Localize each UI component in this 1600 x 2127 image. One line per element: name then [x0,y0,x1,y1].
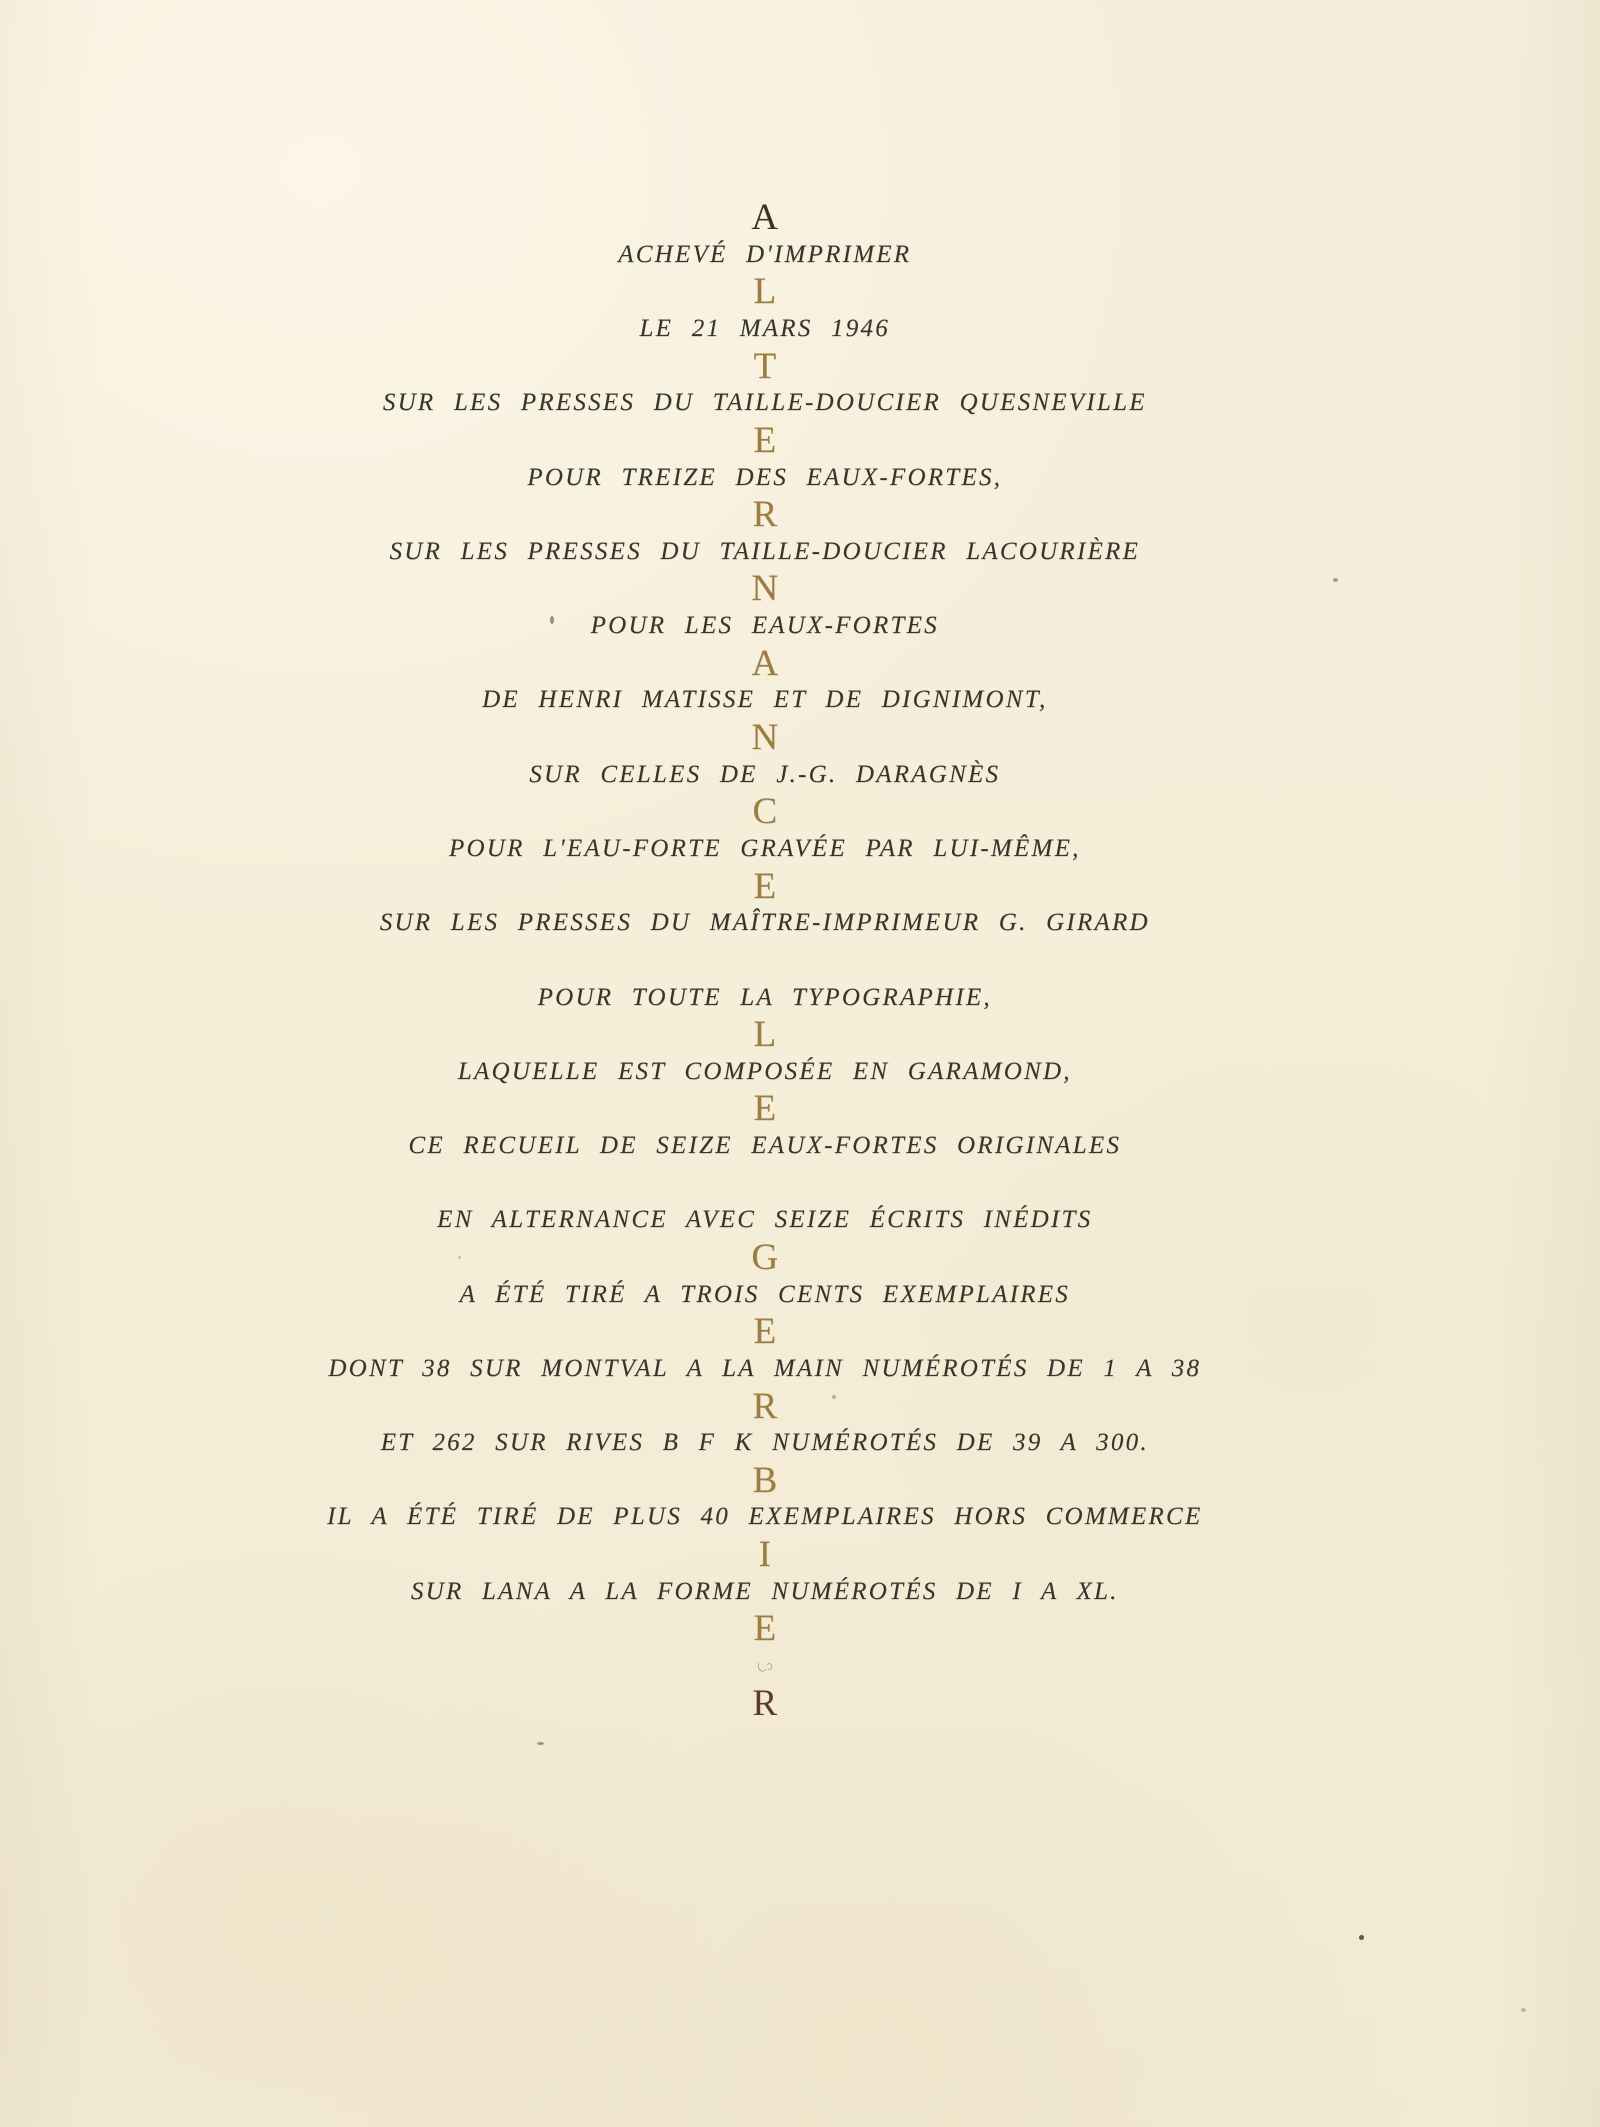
acrostic-letter: T [753,345,777,387]
acrostic-letter: L [753,271,777,313]
acrostic-letter-row [215,642,1315,684]
colophon-line-text: ET 262 SUR RIVES B F K NUMÉROTÉS DE 39 A 300. [380,1429,1149,1457]
colophon-line [215,459,1315,496]
paper-speck [1521,2008,1526,2012]
colophon-line-text: LE 21 MARS 1946 [639,314,891,342]
acrostic-letter: R [752,1385,778,1427]
acrostic-letter: R [752,494,778,536]
paper-speck [1359,1935,1364,1940]
colophon-line [215,1573,1315,1610]
colophon-line [215,310,1315,347]
acrostic-letter-row [215,419,1315,461]
colophon-line [215,756,1315,793]
acrostic-letter: B [752,1459,778,1501]
acrostic-letter-row [215,791,1315,833]
acrostic-letter-row [215,1014,1315,1056]
blank-line [215,1165,1315,1202]
colophon-line-text: LAQUELLE EST COMPOSÉE EN GARAMOND, [457,1057,1072,1085]
acrostic-letter-row [215,1385,1315,1427]
acrostic-letter: N [751,717,779,759]
acrostic-letter: N [751,568,779,610]
acrostic-letter-row [215,197,1315,239]
acrostic-letter-row [215,1534,1315,1576]
acrostic-letter: A [751,197,779,239]
colophon-line-text: POUR LES EAUX-FORTES [590,612,939,640]
acrostic-letter: I [758,1534,771,1576]
paper-speck [537,1742,544,1745]
colophon-line [215,236,1315,273]
acrostic-letter-row [215,568,1315,610]
colophon-line-text: SUR CELLES DE J.-G. DARAGNÈS [529,760,1001,788]
acrostic-letter: R [752,1682,778,1724]
acrostic-letter: E [753,419,777,461]
colophon-line [215,1425,1315,1462]
acrostic-letter: E [753,1608,777,1650]
acrostic-letter: C [752,791,778,833]
colophon-line-text: ACHEVÉ D'IMPRIMER [618,240,912,268]
colophon-line [215,1128,1315,1165]
colophon-line-text: DE HENRI MATISSE ET DE DIGNIMONT, [482,686,1048,714]
colophon-line-text: POUR L'EAU-FORTE GRAVÉE PAR LUI-MÊME, [448,834,1081,862]
colophon-line [215,533,1315,570]
paper-speck [458,1256,461,1259]
acrostic-letter: E [753,1311,777,1353]
colophon-line-text: IL A ÉTÉ TIRÉ DE PLUS 40 EXEMPLAIRES HORS COMMERCE [327,1503,1203,1531]
colophon-line-text: DONT 38 SUR MONTVAL A LA MAIN NUMÉROTÉS DE 1 A 38 [328,1354,1202,1382]
colophon-line-text: CE RECUEIL DE SEIZE EAUX-FORTES ORIGINALES [408,1132,1122,1160]
paper-speck [550,616,554,624]
colophon-line [215,1053,1315,1090]
acrostic-letter-row [215,1088,1315,1130]
colophon-line-text: EN ALTERNANCE AVEC SEIZE ÉCRITS INÉDITS [437,1206,1093,1234]
colophon-line-text: SUR LES PRESSES DU TAILLE-DOUCIER LACOURIÈRE [389,537,1141,565]
colophon-line-text: SUR LES PRESSES DU TAILLE-DOUCIER QUESNEVILLE [382,389,1147,417]
colophon-line-text: A ÉTÉ TIRÉ A TROIS CENTS EXEMPLAIRES [459,1280,1071,1308]
ink-smudge-row [215,1647,1315,1684]
paper-speck [832,1395,836,1399]
colophon-line-text: SUR LANA A LA FORME NUMÉROTÉS DE I A XL. [410,1577,1119,1605]
blank-line [215,942,1315,979]
acrostic-letter: L [753,1014,777,1056]
colophon-line-text: POUR TOUTE LA TYPOGRAPHIE, [537,983,992,1011]
colophon-line [215,608,1315,645]
acrostic-letter-row [215,865,1315,907]
acrostic-letter: E [753,865,777,907]
acrostic-letter-row [215,1608,1315,1650]
colophon-line [215,979,1315,1016]
acrostic-letter-row [215,1311,1315,1353]
colophon-line [215,385,1315,422]
acrostic-letter-row [215,717,1315,759]
colophon-line [215,1202,1315,1239]
colophon-line-text: SUR LES PRESSES DU MAÎTRE-IMPRIMEUR G. GIRARD [379,909,1150,937]
acrostic-letter: G [751,1237,779,1278]
colophon-line [215,830,1315,867]
colophon-line-text: POUR TREIZE DES EAUX-FORTES, [527,463,1003,491]
acrostic-letter: A [751,642,779,684]
acrostic-letter-row [215,271,1315,313]
colophon-line [215,1499,1315,1536]
colophon-line [215,905,1315,942]
colophon [215,199,1315,1722]
acrostic-letter-row [215,494,1315,536]
acrostic-letter-row [215,345,1315,387]
paper-speck [1333,578,1338,582]
colophon-line [215,1276,1315,1313]
acrostic-letter: E [753,1088,777,1130]
acrostic-letter-row [215,1459,1315,1501]
acrostic-letter-row [215,1239,1315,1276]
colophon-line [215,1350,1315,1387]
colophon-line [215,682,1315,719]
ink-smudge [756,1657,773,1676]
acrostic-letter-row [215,1682,1315,1724]
